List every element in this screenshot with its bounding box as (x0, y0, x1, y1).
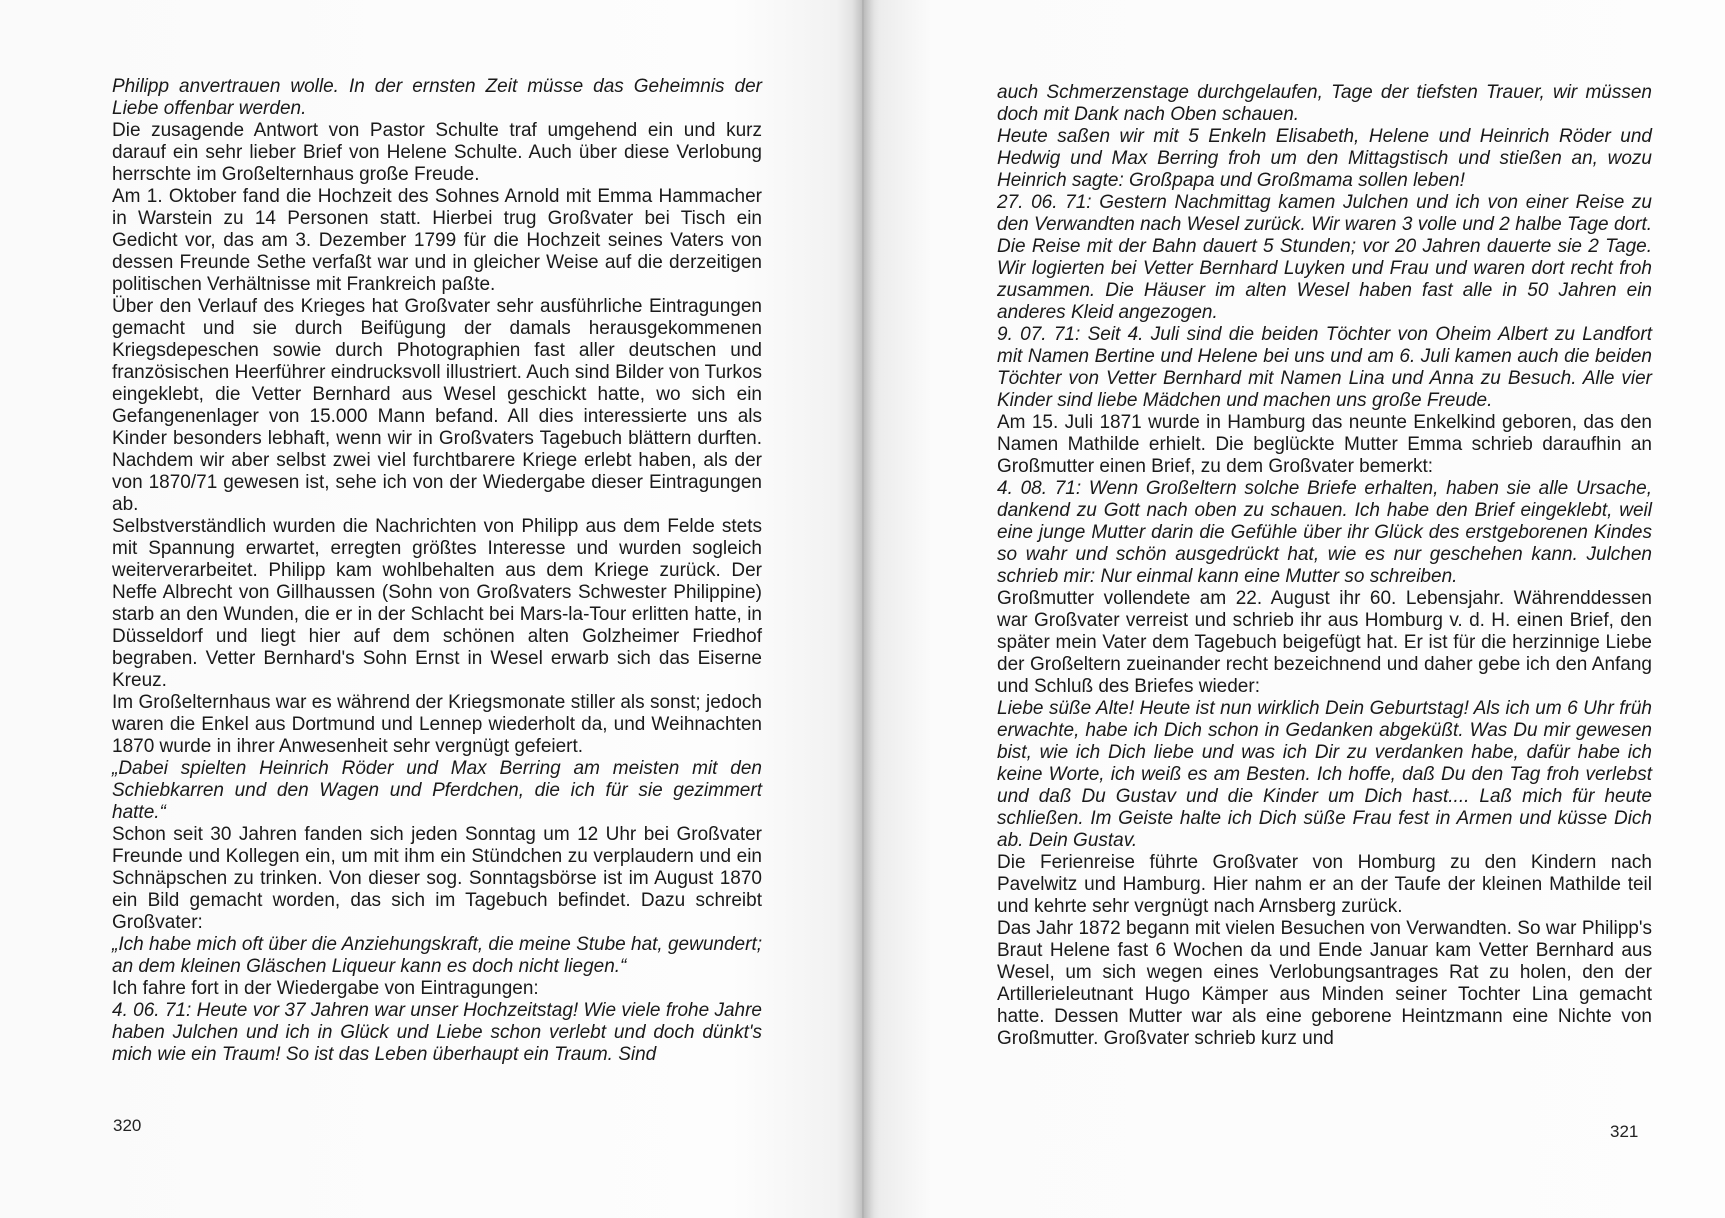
diary-entry: 4. 08. 71: Wenn Großeltern solche Briefe erhalten, haben sie alle Ursache, dankend zu Gott nach oben zu schauen. Ich habe den Brief eingeklebt, weil eine junge Mutter darin die Gefühle über ihr Glück des erstgeborenen Kindes so wahr und schön ausgedrückt hat, wie es nur geschehen kann. Julchen schrieb mir: Nur einmal kann eine Mutter so schreiben. (997, 478, 1652, 587)
right-text-block (997, 82, 1652, 1050)
paragraph: Über den Verlauf des Krieges hat Großvater sehr ausführliche Eintragungen gemacht und sie durch Beifügung der damals herausgekommenen Kriegsdepeschen sowie durch Photographien fast aller deutschen und französischen Heerführer eindrucksvoll illustriert. Auch sind Bilder von Turkos eingeklebt, die Vetter Bernhard aus Wesel geschickt hatte, wo sich ein Gefangenenlager von 15.000 Mann befand. All dies interessierte uns als Kinder besonders lebhaft, wenn wir in Großvaters Tagebuch blättern durften. Nachdem wir aber selbst zwei viel furchtbarere Kriege erlebt haben, als der von 1870/71 gewesen ist, sehe ich von der Wiedergabe dieser Eintragungen ab. (112, 296, 762, 515)
paragraph: Die Ferienreise führte Großvater von Homburg zu den Kindern nach Pavelwitz und Hamburg. Hier nahm er an der Taufe der kleinen Mathilde teil und kehrte sehr vergnügt nach Arnsberg zurück. (997, 852, 1652, 917)
paragraph: Selbstverständlich wurden die Nachrichten von Philipp aus dem Felde stets mit Spannung erwartet, erregten größtes Interesse und wurden sogleich weiterverarbeitet. Philipp kam wohlbehalten aus dem Kriege zurück. Der Neffe Albrecht von Gillhaussen (Sohn von Großvaters Schwester Philippine) starb an den Wunden, die er in der Schlacht bei Mars-la-Tour erlitten hatte, in Düsseldorf und liegt hier auf dem schönen alten Golzheimer Friedhof begraben. Vetter Bernhard's Sohn Ernst in Wesel erwarb sich das Eiserne Kreuz. (112, 516, 762, 691)
diary-entry: 27. 06. 71: Gestern Nachmittag kamen Julchen und ich von einer Reise zu den Verwandten nach Wesel zurück. Wir waren 3 volle und 2 halbe Tage dort. Die Reise mit der Bahn dauert 5 Stunden; vor 20 Jahren dauerte sie 2 Tage. Wir logierten bei Vetter Bernhard Luyken und Frau und waren dort recht froh zusammen. Die Häuser im alten Wesel haben fast alle in 50 Jahren ein anderes Kleid angezogen. (997, 192, 1652, 323)
paragraph: Das Jahr 1872 begann mit vielen Besuchen von Verwandten. So war Philipp's Braut Helene fast 6 Wochen da und Ende Januar kam Vetter Bernhard aus Wesel, um sich wegen eines Verlobungsantrages Rat zu holen, den der Artillerieleutnant Hugo Kämper aus Minden seiner Tochter Lina gemacht hatte. Dessen Mutter war als eine geborene Heintzmann eine Nichte von Großmutter. Großvater schrieb kurz und (997, 918, 1652, 1049)
paragraph: Am 1. Oktober fand die Hochzeit des Sohnes Arnold mit Emma Hammacher in Warstein zu 14 Personen statt. Hierbei trug Großvater bei Tisch ein Gedicht vor, das am 3. Dezember 1799 für die Hochzeit seines Vaters von dessen Freunde Sethe verfaßt war und in gleicher Weise auf die derzeitigen politischen Verhältnisse mit Frankreich paßte. (112, 186, 762, 295)
paragraph: Am 15. Juli 1871 wurde in Hamburg das neunte Enkelkind geboren, das den Namen Mathilde erhielt. Die beglückte Mutter Emma schrieb daraufhin an Großmutter einen Brief, zu dem Großvater bemerkt: (997, 412, 1652, 477)
diary-entry: auch Schmerzenstage durchgelaufen, Tage der tiefsten Trauer, wir müssen doch mit Dank nach Oben schauen. (997, 82, 1652, 125)
quote-paragraph: „Dabei spielten Heinrich Röder und Max Berring am meisten mit den Schiebkarren und den Wagen und Pferdchen, die ich für sie gezimmert hatte.“ (112, 758, 762, 823)
paragraph: Philipp anvertrauen wolle. In der ernsten Zeit müsse das Geheimnis der Liebe offenbar werden. (112, 76, 762, 119)
right-page (862, 0, 1725, 1218)
page-number-left: 320 (113, 1116, 142, 1135)
left-page (0, 0, 862, 1218)
diary-entry: 9. 07. 71: Seit 4. Juli sind die beiden Töchter von Oheim Albert zu Landfort mit Namen Bertine und Helene bei uns und am 6. Juli kamen auch die beiden Töchter von Vetter Bernhard mit Namen Lina und Anna zu Besuch. Alle vier Kinder sind liebe Mädchen und machen uns große Freude. (997, 324, 1652, 411)
diary-entry: Heute saßen wir mit 5 Enkeln Elisabeth, Helene und Heinrich Röder und Hedwig und Max Berring froh um den Mittagstisch und stießen an, wozu Heinrich sagte: Großpapa und Großmama sollen leben! (997, 126, 1652, 191)
paragraph: Ich fahre fort in der Wiedergabe von Eintragungen: (112, 978, 539, 999)
letter-excerpt: Liebe süße Alte! Heute ist nun wirklich Dein Geburtstag! Als ich um 6 Uhr früh erwachte, habe ich Dich schon in Gedanken abgeküßt. Was Du mir gewesen bist, wie ich Dich liebe und was ich Dir zu verdanken habe, dafür habe ich keine Worte, ich weiß es am Besten. Ich hoffe, daß Du den Tag froh verlebst und daß Du Gustav und die Kinder um Dich hast.... Laß mich für heute schließen. Im Geiste halte ich Dich süße Frau fest in Armen und küsse Dich ab. Dein Gustav. (997, 698, 1652, 851)
paragraph: Im Großelternhaus war es während der Kriegsmonate stiller als sonst; jedoch waren die Enkel aus Dortmund und Lennep wiederholt da, und Weihnachten 1870 wurde in ihrer Anwesenheit sehr vergnügt gefeiert. (112, 692, 762, 757)
book-gutter (852, 0, 874, 1218)
diary-entry: 4. 06. 71: Heute vor 37 Jahren war unser Hochzeitstag! Wie viele frohe Jahre haben Julchen und ich in Glück und Liebe schon verlebt und doch dünkt's mich wie ein Traum! So ist das Leben überhaupt ein Traum. Sind (112, 1000, 762, 1065)
paragraph: Schon seit 30 Jahren fanden sich jeden Sonntag um 12 Uhr bei Großvater Freunde und Kollegen ein, um mit ihm ein Stündchen zu verplaudern und ein Schnäpschen zu trinken. Von dieser sog. Sonntagsbörse ist im August 1870 ein Bild gemacht worden, das sich im Tagebuch befindet. Dazu schreibt Großvater: (112, 824, 762, 933)
paragraph: Die zusagende Antwort von Pastor Schulte traf umgehend ein und kurz darauf ein sehr lieber Brief von Helene Schulte. Auch über diese Verlobung herrschte im Großelternhaus große Freude. (112, 120, 762, 185)
page-number-right: 321 (1610, 1122, 1639, 1141)
left-text-block (112, 76, 762, 1066)
quote-paragraph: „Ich habe mich oft über die Anziehungskraft, die meine Stube hat, gewundert; an dem kleinen Gläschen Liqueur kann es doch nicht liegen.“ (112, 934, 762, 977)
paragraph: Großmutter vollendete am 22. August ihr 60. Lebensjahr. Währenddessen war Großvater verreist und schrieb ihr aus Homburg v. d. H. einen Brief, den später mein Vater dem Tagebuch beigefügt hat. Er ist für die herzinnige Liebe der Großeltern zueinander recht bezeichnend und daher gebe ich den Anfang und Schluß des Briefes wieder: (997, 588, 1652, 697)
